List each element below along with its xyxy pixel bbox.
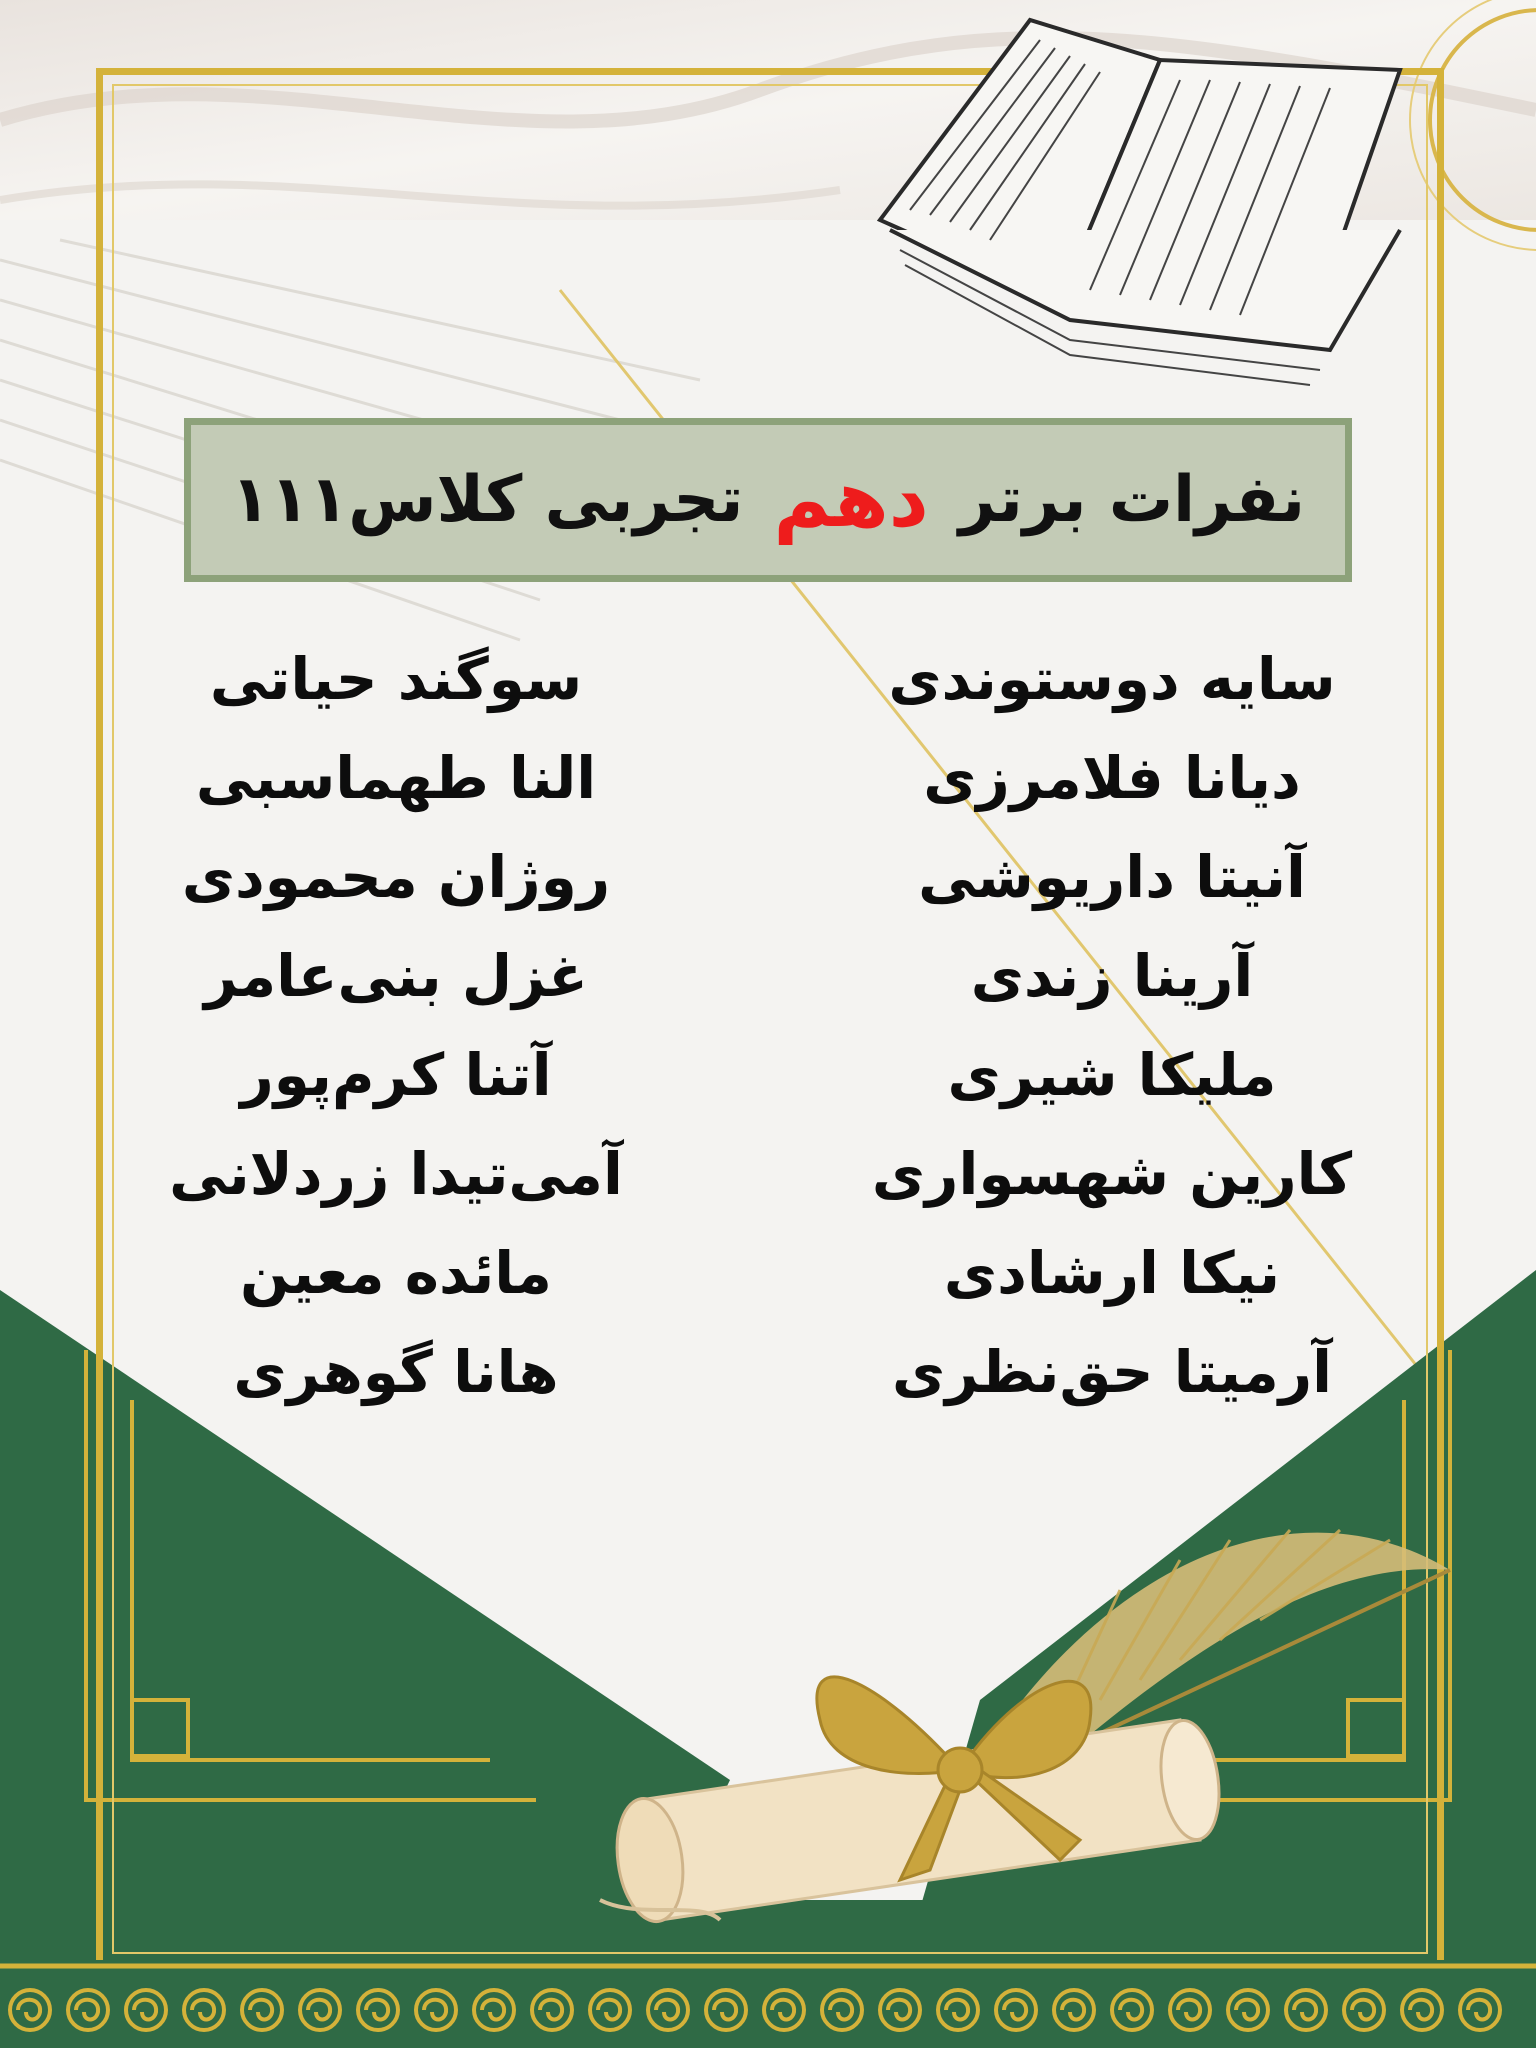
student-name: سایه دوستوندی xyxy=(888,645,1336,713)
title-top-students: نفرات برتر xyxy=(958,463,1305,537)
ornament-curl xyxy=(1352,2000,1374,2020)
ornament-curl xyxy=(1062,2000,1084,2020)
ornament-curl xyxy=(250,2000,272,2020)
ornament-curl xyxy=(1468,2000,1490,2020)
student-name: نیکا ارشادی xyxy=(943,1239,1281,1307)
ornament-curl xyxy=(540,2000,562,2020)
ornament-curl xyxy=(308,2000,330,2020)
ornament-curl xyxy=(1294,2000,1316,2020)
student-name: آرمیتا حق‌نظری xyxy=(891,1338,1333,1406)
ornament-curl xyxy=(772,2000,794,2020)
ornament-curl xyxy=(76,2000,98,2020)
student-name: سوگند حیاتی xyxy=(209,645,583,713)
ornament-curl xyxy=(656,2000,678,2020)
student-name: دیانا فلامرزی xyxy=(923,744,1301,812)
ornament-curl xyxy=(1236,2000,1258,2020)
ornament-curl xyxy=(1120,2000,1142,2020)
ornament-curl xyxy=(1178,2000,1200,2020)
ornament-curl xyxy=(830,2000,852,2020)
student-name: آتنا کرم‌پور xyxy=(240,1041,552,1109)
ornament-curl xyxy=(598,2000,620,2020)
title-grade: دهم xyxy=(773,455,929,545)
ornament-curl xyxy=(134,2000,156,2020)
student-name: غزل بنی‌عامر xyxy=(204,942,588,1010)
ornament-curl xyxy=(946,2000,968,2020)
student-name: آمی‌تیدا زردلانی xyxy=(169,1140,623,1208)
ornament-curl xyxy=(366,2000,388,2020)
title-class: تجربی کلاس۱۱۱ xyxy=(231,463,744,537)
student-name: آنیتا داریوشی xyxy=(918,843,1306,911)
ornament-curl xyxy=(18,2000,40,2020)
student-name: ملیکا شیری xyxy=(947,1041,1277,1109)
ornament-curl xyxy=(192,2000,214,2020)
ornament-curl xyxy=(482,2000,504,2020)
student-name: آرینا زندی xyxy=(970,942,1254,1010)
student-name: هانا گوهری xyxy=(233,1338,559,1406)
ornament-curl xyxy=(714,2000,736,2020)
ornament-curl xyxy=(424,2000,446,2020)
student-name: روژان محمودی xyxy=(181,843,611,911)
student-name: مائده معین xyxy=(240,1239,552,1307)
ornament-curl xyxy=(1410,2000,1432,2020)
student-name: النا طهماسبی xyxy=(195,744,597,812)
ornament-curl xyxy=(1004,2000,1026,2020)
student-name: کارین شهسواری xyxy=(871,1140,1353,1208)
ornament-curl xyxy=(888,2000,910,2020)
